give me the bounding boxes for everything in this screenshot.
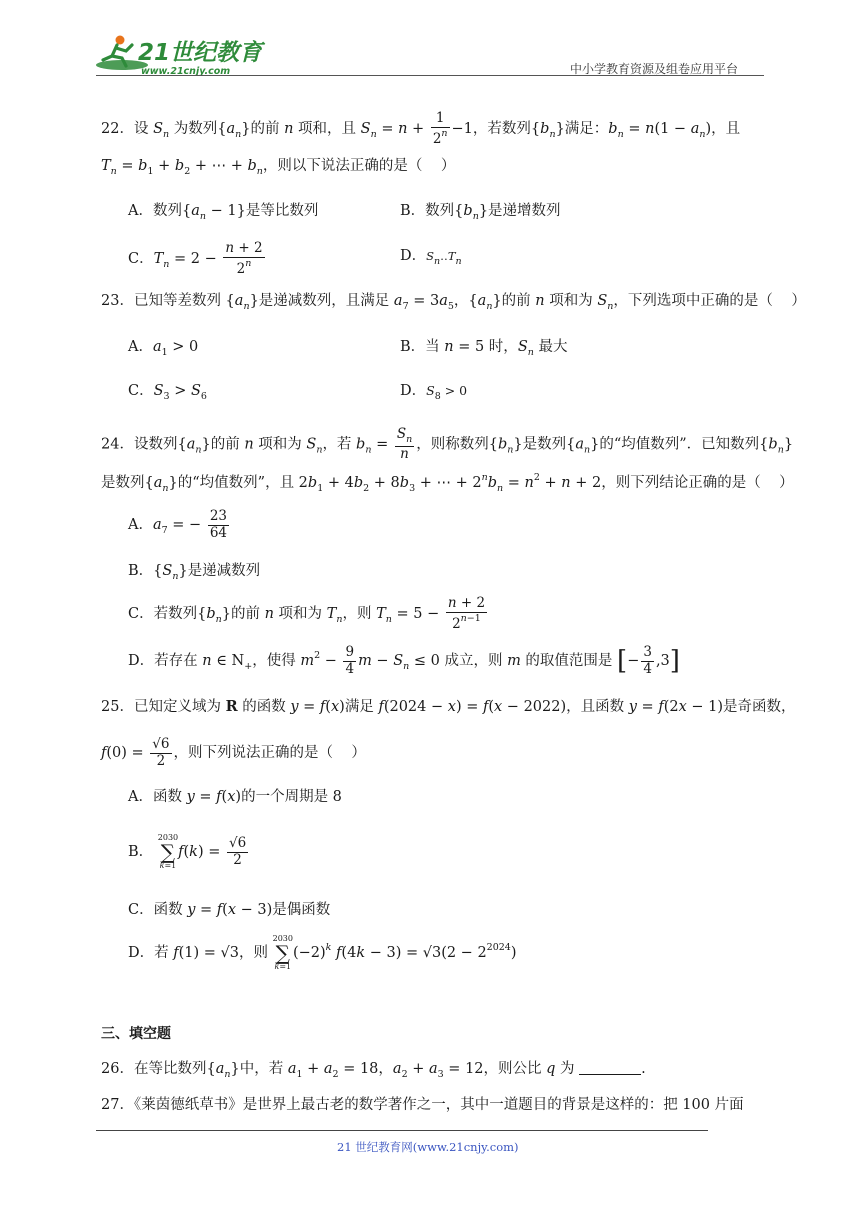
header-platform-text: 中小学教育资源及组卷应用平台 xyxy=(570,62,739,76)
question-26: 26．在等比数列$\{a_n\}$中，若 $a_1 + a_2 = 18$，$a_2 + a_3 = 12$，则公比 q 为 . xyxy=(101,1061,646,1080)
answer-blank[interactable] xyxy=(579,1074,641,1075)
question-24-option-a[interactable]: A．$a_7$ = − $\frac{23}{64}$ xyxy=(128,508,228,541)
question-22-option-a[interactable]: A．数列$\{a_n - 1\}$是等比数列 xyxy=(128,203,319,222)
section-fill-in-title: 三、填空题 xyxy=(101,1026,171,1042)
question-22-option-d[interactable]: D．$S_n‥T_n$ xyxy=(400,248,462,267)
site-logo xyxy=(92,32,267,78)
question-24-option-b[interactable]: B．$\{S_n\}$是递减数列 xyxy=(128,563,261,582)
question-24-stem-line1: 24．设数列$\{a_n\}$的前 n 项和为 $S_n$，若 $b_n$ = $\frac{S_n}{n}$ ，则称数列$\{b_n\}$是数列$\{a_n\}$的“均值数列”．已知数列$\{b_n\}$ xyxy=(101,426,794,462)
question-25-option-b[interactable]: B． 2030 ∑ k=1 f(k) = $\frac{√6}{2}$ xyxy=(128,833,247,870)
svg-text:www.21cnjy.com: www.21cnjy.com xyxy=(141,66,231,77)
header-divider xyxy=(96,75,764,76)
question-23-option-b[interactable]: B．当 n = 5 时，$S_n$ 最大 xyxy=(400,339,568,358)
question-22-stem-line2: $T_n = b_1 + b_2$ + ⋯ + $b_n$，则以下说法正确的是（ ） xyxy=(101,158,456,177)
question-25-option-c[interactable]: C．函数 y = f(x − 3)是偶函数 xyxy=(128,902,331,918)
question-25-option-a[interactable]: A．函数 y = f(x)的一个周期是 8 xyxy=(128,789,342,805)
question-24-option-c[interactable]: C．若数列$\{b_n\}$的前 n 项和为 $T_n$，则 $T_n = 5$ − $\frac{n + 2}{2^{n-1}}$ xyxy=(128,595,486,632)
svg-text:21世纪教育: 21世纪教育 xyxy=(138,40,263,66)
question-22-option-c[interactable]: C．$T_n = 2$ − $\frac{n + 2}{2^n}$ xyxy=(128,240,263,277)
question-23-option-c[interactable]: C．$S_3 > S_6$ xyxy=(128,383,207,402)
question-25-stem-line2: f(0) = $\frac{√6}{2}$ ，则下列说法正确的是（ ） xyxy=(101,736,366,769)
footer-divider xyxy=(96,1130,708,1131)
question-23-option-d[interactable]: D．$S_8 > 0$ xyxy=(400,383,468,402)
question-22-stem-line1: 22．设 $S_n$ 为数列$\{a_n\}$的前 n 项和，且 $S_n = n$ + $\frac{1}{2^n}$ −1，若数列$\{b_n\}$满足：$b_n = n(1 - a_n)$，且 xyxy=(101,110,741,147)
question-22-option-b[interactable]: B．数列$\{b_n\}$是递增数列 xyxy=(400,203,561,222)
question-27: 27．《莱茵德纸草书》是世界上最古老的数学著作之一，其中一道题目的背景是这样的：把 100 片面 xyxy=(101,1097,744,1113)
question-24-stem-line2: 是数列$\{a_n\}$的“均值数列”，且 $2b_1 + 4b_2 + 8b_3$ + ⋯ + $2^nb_n = n^2 + n + 2$，则下列结论正确的是（ ） xyxy=(101,472,794,494)
question-25-option-d[interactable]: D．若 f(1) = √3，则 2030 ∑ k=1 $(-2)^k$ $f(4k - 3) = √3(2 - 2^{2024})$ xyxy=(128,934,517,971)
question-24-option-d[interactable]: D．若存在 n ∈ $N_+$，使得 $m^2$ − $\frac{9}{4}$ $m - S_n \le 0$ 成立，则 m 的取值范围是 [− $\frac{3}{4}$ ,3] xyxy=(128,644,680,677)
footer-site-text: 21 世纪教育网(www.21cnjy.com) xyxy=(337,1140,519,1154)
question-23-stem: 23．已知等差数列 $\{a_n\}$是递减数列，且满足 $a_7 = 3a_5$，$\{a_n\}$的前 n 项和为 $S_n$，下列选项中正确的是（ ） xyxy=(101,293,806,312)
runner-logo-icon xyxy=(92,32,267,78)
question-23-option-a[interactable]: A．$a_1 > 0$ xyxy=(128,339,199,358)
question-25-stem-line1: 25．已知定义域为 R 的函数 y = f(x)满足 f(2024 − x) = f(x − 2022)，且函数 y = f(2x − 1)是奇函数， xyxy=(101,698,796,715)
